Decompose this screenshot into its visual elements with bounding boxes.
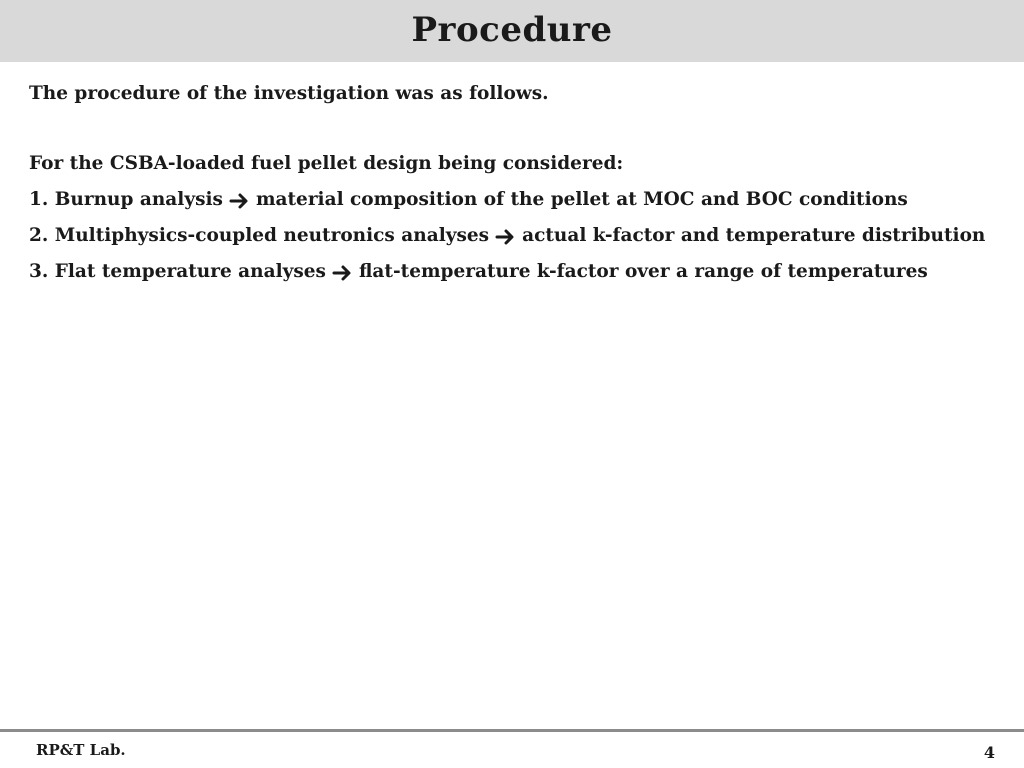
footer-divider <box>0 729 1024 732</box>
right-arrow-icon <box>495 227 517 247</box>
step-1-result: material composition of the pellet at MOC and BOC conditions <box>255 189 908 210</box>
step-3-result: flat-temperature k-factor over a range of temperatures <box>358 261 928 282</box>
step-1 <box>29 188 1004 212</box>
slide-title: Procedure <box>411 10 613 50</box>
design-subheading: For the CSBA-loaded fuel pellet design being considered: <box>29 153 624 174</box>
title-bar <box>0 0 1024 62</box>
step-2-lead: 2. Multiphysics-coupled neutronics analyses <box>29 225 490 246</box>
right-arrow-icon <box>229 191 251 211</box>
step-3 <box>29 260 1004 284</box>
step-2 <box>29 224 1004 248</box>
footer-lab-name: RP&T Lab. <box>36 741 126 759</box>
step-1-lead: 1. Burnup analysis <box>29 189 223 210</box>
step-2-result: actual k-factor and temperature distribution <box>522 225 986 246</box>
step-3-lead: 3. Flat temperature analyses <box>29 261 326 282</box>
slide-body <box>29 82 1004 296</box>
intro-text: The procedure of the investigation was as follows. <box>29 83 549 104</box>
right-arrow-icon <box>332 263 354 283</box>
page-number: 4 <box>983 743 995 762</box>
